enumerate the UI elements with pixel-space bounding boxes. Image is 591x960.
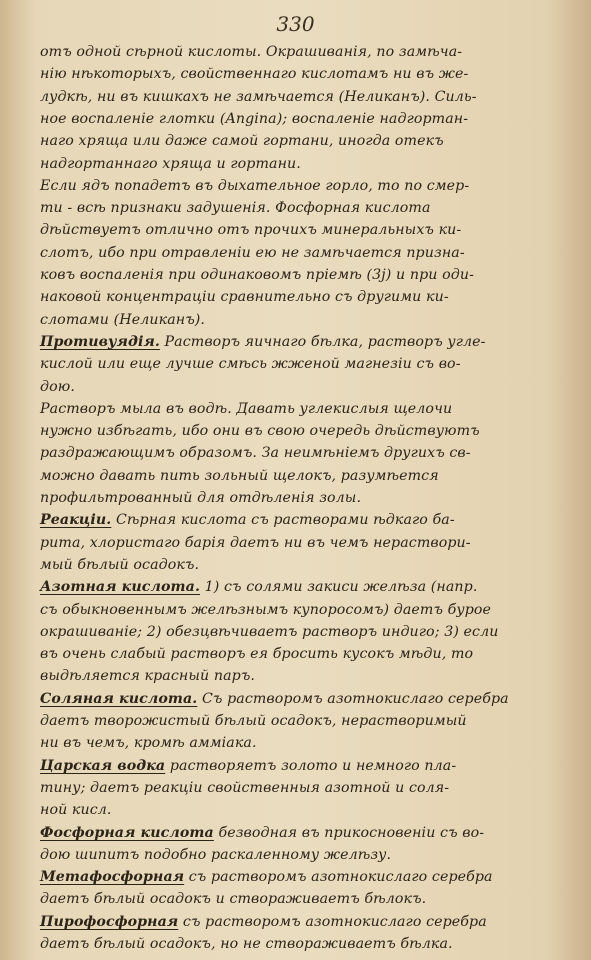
text-line (40, 845, 580, 865)
line-text: даетъ творожистый бѣлый осадокъ, нерастворимый (40, 713, 467, 729)
line-text: 1) съ солями закиси желѣза (напр. (200, 579, 478, 596)
text-line (40, 823, 580, 843)
text-line (40, 198, 580, 218)
text-line (40, 443, 580, 463)
section-heading: Азотная кислота. (40, 579, 200, 596)
text-line (40, 220, 580, 240)
line-text: можно давать пить зольный щелокъ, разумѣется (40, 467, 439, 484)
section-heading: Царская водка (40, 757, 166, 774)
text-line (40, 689, 580, 709)
text-line (40, 756, 580, 776)
section-heading: Соляная кислота. (40, 690, 198, 707)
line-text: растворяетъ золото и немного пла- (165, 757, 457, 774)
text-line (40, 666, 580, 686)
text-line (40, 711, 580, 731)
line-text: лудкѣ, ни въ кишкахъ не замѣчается (Неликанъ). Силь- (40, 88, 477, 105)
line-text: мый бѣлый осадокъ. (40, 556, 200, 573)
page-number: 330 (276, 12, 315, 36)
text-line (40, 287, 580, 307)
line-text: Растворъ мыла въ водѣ. Давать углекислыя щелочи (40, 400, 453, 417)
line-text: надгортаннаго хряща и гортани. (40, 155, 301, 172)
line-text: раздражающимъ образомъ. За неимѣніемъ другихъ св- (40, 445, 471, 462)
line-text: Съ растворомъ азотнокислаго серебра (197, 690, 509, 707)
line-text: отъ одной сѣрной кислоты. Окрашиванія, по замѣча- (40, 44, 463, 60)
line-text: съ растворомъ азотнокислаго серебра (184, 869, 493, 886)
text-line (40, 555, 580, 575)
text-line (40, 109, 580, 129)
text-line (40, 577, 580, 597)
text-line (40, 131, 580, 151)
text-line (40, 310, 580, 330)
line-text: съ растворомъ азотнокислаго серебра (178, 913, 487, 930)
line-text: Сѣрная кислота съ растворами ѣдкаго ба- (111, 512, 455, 529)
text-line (40, 800, 580, 820)
section-heading: Фосфорная кислота (40, 824, 214, 841)
line-text: выдѣляется красный паръ. (40, 668, 255, 685)
text-line (40, 778, 580, 798)
text-line (40, 934, 580, 954)
line-text: нужно избѣгать, ибо они въ свою очередь дѣйствуютъ (40, 423, 480, 440)
section-heading: Метафосфорная (40, 869, 185, 886)
text-line (40, 912, 580, 932)
line-text: дою. (40, 378, 75, 395)
line-text: Если ядъ попадетъ въ дыхательное горло, то по смер- (40, 177, 470, 194)
line-text: въ очень слабый растворъ ея бросить кусокъ мѣди, то (40, 646, 474, 663)
line-text: окрашиваніе; 2) обезцвѣчиваетъ растворъ индиго; 3) если (40, 623, 499, 640)
text-line (40, 399, 580, 419)
line-text: дѣйствуетъ отлично отъ прочихъ минеральныхъ ки- (40, 222, 462, 239)
line-text: слотъ, ибо при отравленіи ею не замѣчается призна- (40, 244, 465, 261)
line-text: съ обыкновеннымъ желѣзнымъ купоросомъ) даетъ бурое (40, 601, 492, 618)
line-text: наго хряща или даже самой гортани, иногда отекъ (40, 133, 444, 150)
line-text: ковъ воспаленія при одинаковомъ пріемѣ (3j) и при оди- (40, 267, 475, 283)
text-line (40, 265, 580, 285)
line-text: профильтрованный для отдѣленія золы. (40, 490, 362, 506)
text-line (40, 87, 580, 107)
text-line (40, 622, 580, 642)
line-text: даетъ бѣлый осадокъ и створаживаетъ бѣлокъ. (40, 891, 427, 908)
line-text: нію нѣкоторыхъ, свойственнаго кислотамъ ни въ же- (40, 66, 469, 83)
text-line (40, 600, 580, 620)
line-text: ное воспаленіе глотки (Angina); воспаленіе надгортан- (40, 110, 469, 127)
line-text: тину; даетъ реакціи свойственныя азотной и соля- (40, 779, 450, 796)
text-line (40, 243, 580, 263)
text-line (40, 64, 580, 84)
line-text: безводная въ прикосновеніи съ во- (213, 824, 485, 841)
section-heading: Реакціи. (40, 512, 112, 529)
text-line (40, 377, 580, 397)
line-text: Растворъ яичнаго бѣлка, растворъ угле- (159, 333, 486, 350)
text-line (40, 332, 580, 352)
line-text: дою шипитъ подобно раскаленному желѣзу. (40, 846, 392, 863)
line-text: слотами (Неликанъ). (40, 311, 205, 328)
section-heading: Пирофосфорная (40, 913, 179, 930)
text-line (40, 154, 580, 174)
text-line (40, 889, 580, 909)
text-line (40, 867, 580, 887)
text-line (40, 42, 580, 62)
text-line (40, 510, 580, 530)
text-line (40, 354, 580, 374)
line-text: ной кисл. (40, 802, 112, 819)
line-text: кислой или еще лучше смѣсь жженой магнезіи съ во- (40, 356, 461, 373)
line-text: рита, хлористаго барія даетъ ни въ чемъ нераствори- (40, 534, 471, 551)
section-heading: Противуядія. (40, 333, 160, 350)
text-line (40, 733, 580, 753)
text-line (40, 421, 580, 441)
text-line (40, 466, 580, 486)
line-text: наковой концентраціи сравнительно съ другими ки- (40, 289, 449, 306)
text-line (40, 176, 580, 196)
text-line (40, 644, 580, 664)
text-line (40, 533, 580, 553)
line-text: ни въ чемъ, кромѣ аммiака. (40, 735, 257, 752)
text-line (40, 488, 580, 508)
line-text: ти - всѣ признаки задушенія. Фосфорная кислота (40, 200, 431, 217)
line-text: даетъ бѣлый осадокъ, но не створаживаетъ бѣлка. (40, 936, 453, 952)
